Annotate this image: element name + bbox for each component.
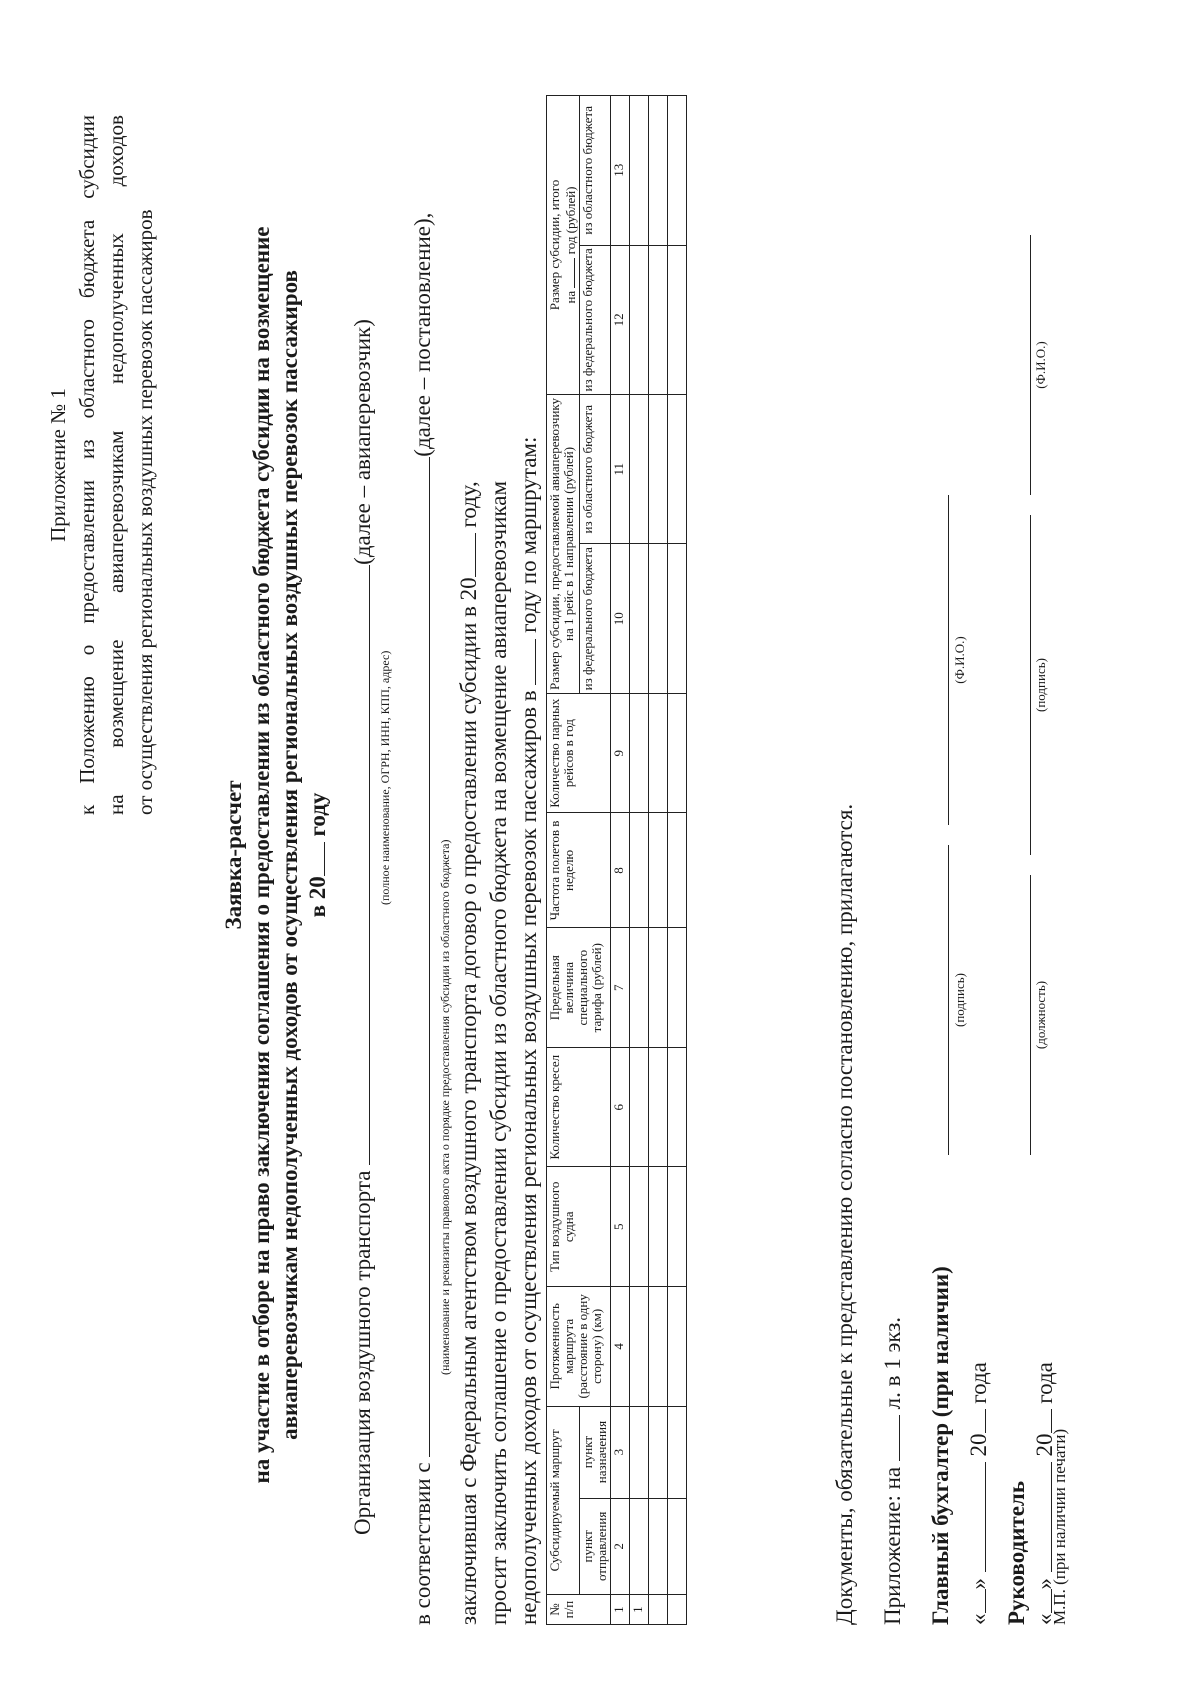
col-header-subsidy-total: Размер субсидии, итого на год (рублей) bbox=[547, 96, 580, 395]
column-numbers-row: 1 2 3 4 5 6 7 8 9 10 11 12 13 bbox=[611, 96, 630, 1625]
accountant-sign-caption: (подпись) bbox=[952, 973, 967, 1027]
accountant-day-field[interactable] bbox=[965, 1590, 986, 1614]
table-row[interactable] bbox=[649, 96, 668, 1625]
form-heading: Заявка-расчет bbox=[221, 780, 246, 930]
table-row[interactable]: 1 bbox=[630, 96, 649, 1625]
head-name-field[interactable] bbox=[1030, 235, 1031, 495]
col-header-subsidy-per-flight: Размер субсидии, предоставляемой авиаперевозчику на 1 рейс в 1 направлении (рублей) bbox=[547, 395, 580, 694]
head-title: Руководитель bbox=[1004, 1481, 1029, 1625]
accountant-title: Главный бухгалтер (при наличии) bbox=[928, 1266, 953, 1625]
head-signature-field[interactable] bbox=[1030, 515, 1031, 855]
col-header-regional-2: из областного бюджета bbox=[580, 96, 611, 246]
head-day-field[interactable] bbox=[1031, 1590, 1052, 1614]
col-header-route: Субсидируемый маршрут bbox=[547, 1406, 580, 1595]
org-label: Организация воздушного транспорта bbox=[350, 1170, 375, 1535]
head-sign-caption: (подпись) bbox=[1033, 658, 1048, 712]
col-header-number: № п/п bbox=[547, 1595, 611, 1625]
annex-line-1: к Положению о предоставлении из областного бюджета субсидии bbox=[75, 115, 99, 815]
accountant-name-caption: (Ф.И.О.) bbox=[952, 636, 967, 684]
routes-table bbox=[546, 95, 687, 1625]
annex-number: Приложение № 1 bbox=[46, 388, 70, 542]
col-header-federal-2: из федерального бюджета bbox=[580, 245, 611, 394]
head-name-caption: (Ф.И.О.) bbox=[1033, 341, 1048, 389]
form-title bbox=[220, 85, 332, 1625]
org-line bbox=[348, 319, 378, 1535]
annex-line-2: на возмещение авиаперевозчикам недополученных доходов bbox=[104, 115, 128, 815]
attachment-pages-field[interactable] bbox=[879, 1415, 900, 1461]
head-date: «» 20 года bbox=[1032, 1362, 1057, 1625]
head-position-caption: (должность) bbox=[1033, 980, 1048, 1050]
accountant-name-field[interactable] bbox=[948, 495, 949, 825]
attachment-line: Приложение: на л. в 1 экз. bbox=[880, 1316, 905, 1625]
accountant-month-field[interactable] bbox=[965, 1462, 986, 1572]
org-caption: (полное наименование, ОГРН, ИНН, КПП, адрес) bbox=[378, 650, 392, 905]
col-header-seats: Количество кресел bbox=[547, 1047, 611, 1167]
head-month-field[interactable] bbox=[1031, 1462, 1052, 1572]
document-page bbox=[30, 85, 1070, 1625]
annex-line-3: от осуществления региональных воздушных перевозок пассажиров bbox=[133, 209, 157, 815]
form-title-line-2: авиаперевозчикам недополученных доходов от осуществления региональных воздушных перевозок пассажиров bbox=[277, 270, 302, 1440]
accountant-year-field[interactable] bbox=[965, 1410, 986, 1434]
accountant-date: «» 20 года bbox=[966, 1362, 991, 1625]
annex-header bbox=[44, 115, 160, 815]
head-year-field[interactable] bbox=[1031, 1410, 1052, 1434]
route-year-field[interactable] bbox=[515, 639, 536, 685]
form-title-line-1: на участие в отборе на право заключения соглашения о предоставлении из областного бюджета субсидии на возмещение bbox=[249, 226, 274, 1484]
year-blank[interactable] bbox=[304, 842, 325, 876]
org-suffix: (далее – авиаперевозчик) bbox=[350, 319, 375, 565]
form-title-line-3: в 20 году bbox=[305, 792, 330, 918]
col-header-paired-flights: Количество парных рейсов в год bbox=[547, 693, 611, 813]
col-header-length: Протяженность маршрута (расстояние в одну сторону) (км) bbox=[547, 1287, 611, 1407]
para-line-2: просит заключить соглашение о предоставлении субсидии из областного бюджета на возмещение авиаперевозчикам bbox=[486, 480, 511, 1625]
stamp-note: М.П. (при наличии печати) bbox=[1050, 1428, 1069, 1625]
col-header-departure: пункт отправления bbox=[580, 1498, 611, 1595]
head-position-field[interactable] bbox=[1030, 875, 1031, 1155]
para-line-3: недополученных доходов от осуществления региональных воздушных перевозок пассажиров в году по маршрутам: bbox=[516, 436, 541, 1625]
accord-caption: (наименование и реквизиты правового акта о порядке предоставления субсидии из областного бюджета) bbox=[438, 839, 452, 1375]
contract-year-field[interactable] bbox=[455, 533, 476, 577]
col-header-frequency: Частота полетов в неделю bbox=[547, 813, 611, 928]
col-header-federal-1: из федерального бюджета bbox=[580, 544, 611, 693]
accord-label: в соответствии с bbox=[410, 1462, 435, 1625]
col-header-regional-1: из областного бюджета bbox=[580, 395, 611, 544]
para-line-1: заключившая с Федеральным агентством воздушного транспорта договор о предоставлении субсидии в 20 году, bbox=[456, 481, 481, 1625]
col-header-tariff: Предельная величина специального тарифа (рублей) bbox=[547, 928, 611, 1048]
table-row[interactable] bbox=[668, 96, 687, 1625]
accord-line bbox=[408, 213, 438, 1625]
org-name-field[interactable] bbox=[349, 565, 370, 1165]
legal-act-field[interactable] bbox=[409, 457, 430, 1457]
accountant-signature-field[interactable] bbox=[948, 845, 949, 1155]
accord-suffix: (далее – постановление), bbox=[410, 212, 435, 457]
col-header-destination: пункт назначения bbox=[580, 1406, 611, 1498]
col-header-aircraft-type: Тип воздушного судна bbox=[547, 1167, 611, 1287]
documents-note: Документы, обязательные к представлению согласно постановлению, прилагаются. bbox=[832, 803, 857, 1625]
